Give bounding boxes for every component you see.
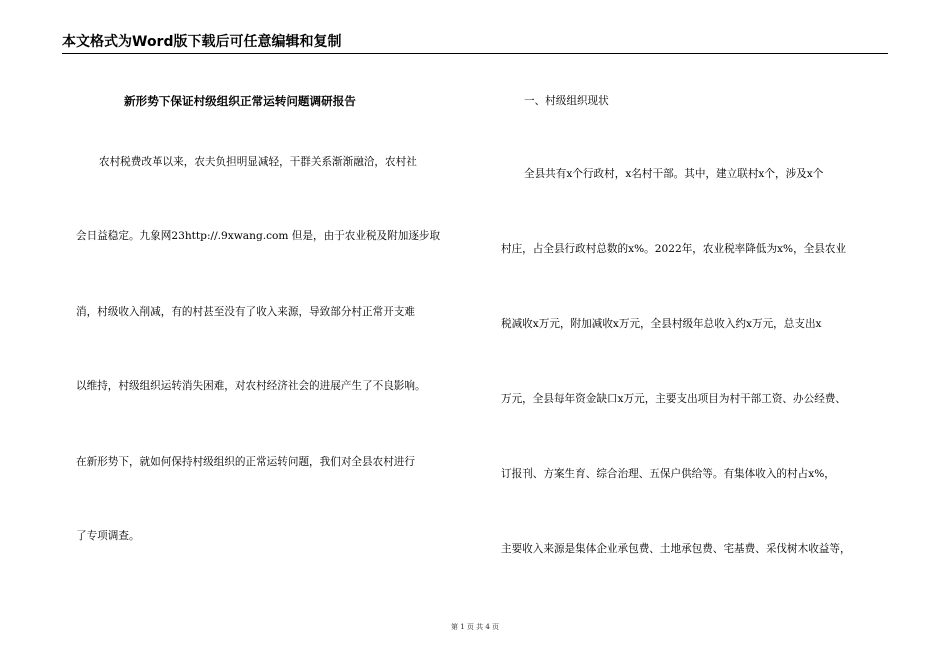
document-title: 新形势下保证村级组织正常运转问题调研报告 (124, 94, 356, 108)
paragraph-line: 农村税费改革以来，农夫负担明显减轻，干群关系渐渐融洽，农村社 (99, 156, 417, 168)
paragraph-line: 以维持，村级组织运转消失困难，对农村经济社会的进展产生了不良影响。 (76, 380, 426, 392)
paragraph-line: 订报刊、方案生育、综合治理、五保户供给等。有集体收入的村占x%， (501, 468, 835, 480)
page-footer: 第 1 页 共 4 页 (450, 623, 500, 631)
paragraph-line: 万元，全县每年资金缺口x万元，主要支出项目为村干部工资、办公经费、 (501, 393, 846, 405)
paragraph-line: 税减收x万元，附加减收x万元，全县村级年总收入约x万元，总支出x (501, 318, 822, 330)
paragraph-line: 主要收入来源是集体企业承包费、土地承包费、宅基费、采伐树木收益等， (501, 543, 851, 555)
header-banner: 本文格式为Word版下载后可任意编辑和复制 (62, 34, 342, 50)
paragraph-line: 了专项调查。 (76, 530, 140, 542)
paragraph-line: 村庄，占全县行政村总数的x%。2022年，农业税率降低为x%，全县农业 (501, 243, 847, 255)
paragraph-line: 在新形势下，就如何保持村级组织的正常运转问题，我们对全县农村进行 (76, 456, 415, 468)
section-heading: 一、村级组织现状 (524, 95, 609, 107)
paragraph-line: 消，村级收入削减，有的村甚至没有了收入来源，导致部分村正常开支难 (76, 306, 415, 318)
paragraph-line: 会日益稳定。九象网23http://.9xwang.com 但是，由于农业税及附加逐步取 (76, 230, 441, 242)
page-header (62, 34, 888, 54)
paragraph-line: 全县共有x个行政村，x名村干部。其中，建立联村x个，涉及x个 (524, 168, 824, 180)
